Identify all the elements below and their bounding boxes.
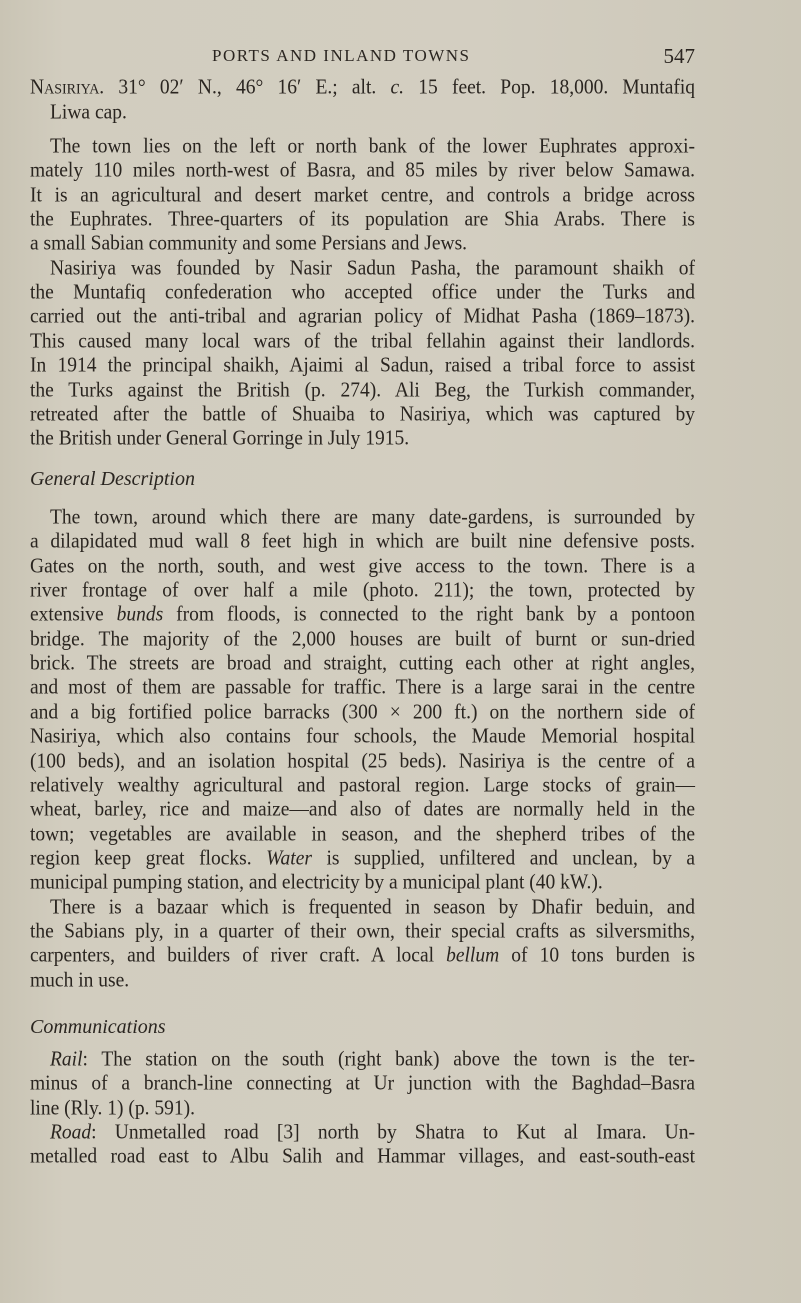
italic-term: Water [266,847,312,870]
text-line: The town lies on the left or north bank of the lower Euphrates approxi- [50,135,695,158]
running-title: PORTS AND INLAND TOWNS [212,46,471,65]
text-line: extensive bunds from floods, is connected to the right bank by a pontoon [30,603,696,627]
text-line: and most of them are passable for traffic. There is a large sarai in the centre [30,676,695,700]
italic-term: Road [50,1121,92,1144]
text-line: retreated after the battle of Shuaiba to Nasiriya, which was captured by [30,402,695,426]
page-number: 547 [663,44,695,68]
italic-term: Rail [50,1048,83,1071]
text-line: the Sabians ply, in a quarter of their own, their special crafts as silversmiths, [30,920,695,943]
text-line: the Muntafiq confederation who accepted office under the Turks and [30,281,695,304]
text-line: It is an agricultural and desert market centre, and controls a bridge across [30,183,695,207]
text-line: mately 110 miles north-west of Basra, and 85 miles by river below Samawa. [30,159,695,183]
text-line: bridge. The majority of the 2,000 houses are built of burnt or sun-dried [30,627,695,651]
text-line: minus of a branch-line connecting at Ur junction with the Baghdad–Basra [30,1072,695,1096]
text-line: river frontage of over half a mile (photo. 211); the town, protected by [30,579,695,602]
text-line: municipal pumping station, and electricity by a municipal plant (40 kW.). [30,871,603,895]
text-line: There is a bazaar which is frequented in season by Dhafir beduin, and [50,895,695,919]
text-line: (100 beds), and an isolation hospital (25 beds). Nasiriya is the centre of a [30,749,695,773]
entry-name: Nasiriya. [30,76,105,99]
section-heading-communications: Communications [30,1016,166,1038]
text-line: much in use. [30,968,130,992]
text-line: carried out the anti-tribal and agrarian policy of Midhat Pasha (1869–1873). [30,305,695,329]
text-line: metalled road east to Albu Salih and Hammar villages, and east-south-east [30,1145,695,1169]
text-line: line (Rly. 1) (p. 591). [30,1096,195,1120]
text-line: carpenters, and builders of river craft. A local bellum of 10 tons burden is [30,944,696,968]
text-line: Liwa cap. [50,101,127,124]
text-line: brick. The streets are broad and straight, cutting each other at right angles, [30,652,695,675]
italic-term: bunds [116,603,164,627]
text-line: Nasiriya, which also contains four schools, the Maude Memorial hospital [30,725,695,748]
text-line: town; vegetables are available in season, and the shepherd tribes of the [30,822,695,846]
text-line: Nasiriya was founded by Nasir Sadun Pasha, the paramount shaikh of [50,256,695,280]
text-line: This caused many local wars of the tribal fellahin against their landlords. [30,329,695,353]
text-line: the Euphrates. Three-quarters of its population are Shia Arabs. There is [30,208,695,231]
text-line: Road: Unmetalled road [3] north by Shatra to Kut al Imara. Un- [50,1121,695,1144]
text-line: Rail: The station on the south (right bank) above the town is the ter- [50,1048,695,1071]
text-line: The town, around which there are many date-gardens, is surrounded by [50,506,695,529]
text-line: region keep great flocks. Water is supplied, unfiltered and unclean, by a [30,847,695,870]
text-line: a small Sabian community and some Persians and Jews. [30,232,468,256]
text-line: and a big fortified police barracks (300 × 200 ft.) on the northern side of [30,700,695,724]
text-line: In 1914 the principal shaikh, Ajaimi al Sadun, raised a tribal force to assist [30,354,695,377]
text-line: a dilapidated mud wall 8 feet high in which are built nine defensive posts. [30,530,695,554]
text-line: wheat, barley, rice and maize—and also of dates are normally held in the [30,798,695,821]
text-line: relatively wealthy agricultural and pastoral region. Large stocks of grain— [30,773,695,797]
italic-term: bellum [446,944,500,968]
section-heading-general-description: General Description [30,468,195,490]
text-line: the Turks against the British (p. 274). Ali Beg, the Turkish commander, [30,378,695,402]
text-line: the British under General Gorringe in July 1915. [30,427,410,450]
italic-term: c. [390,76,405,99]
entry-heading-line: Nasiriya. 31° 02′ N., 46° 16′ E.; alt. c. 15 feet. Pop. 18,000. Muntafiq [30,76,696,99]
text-line: Gates on the north, south, and west give access to the town. There is a [30,554,695,578]
